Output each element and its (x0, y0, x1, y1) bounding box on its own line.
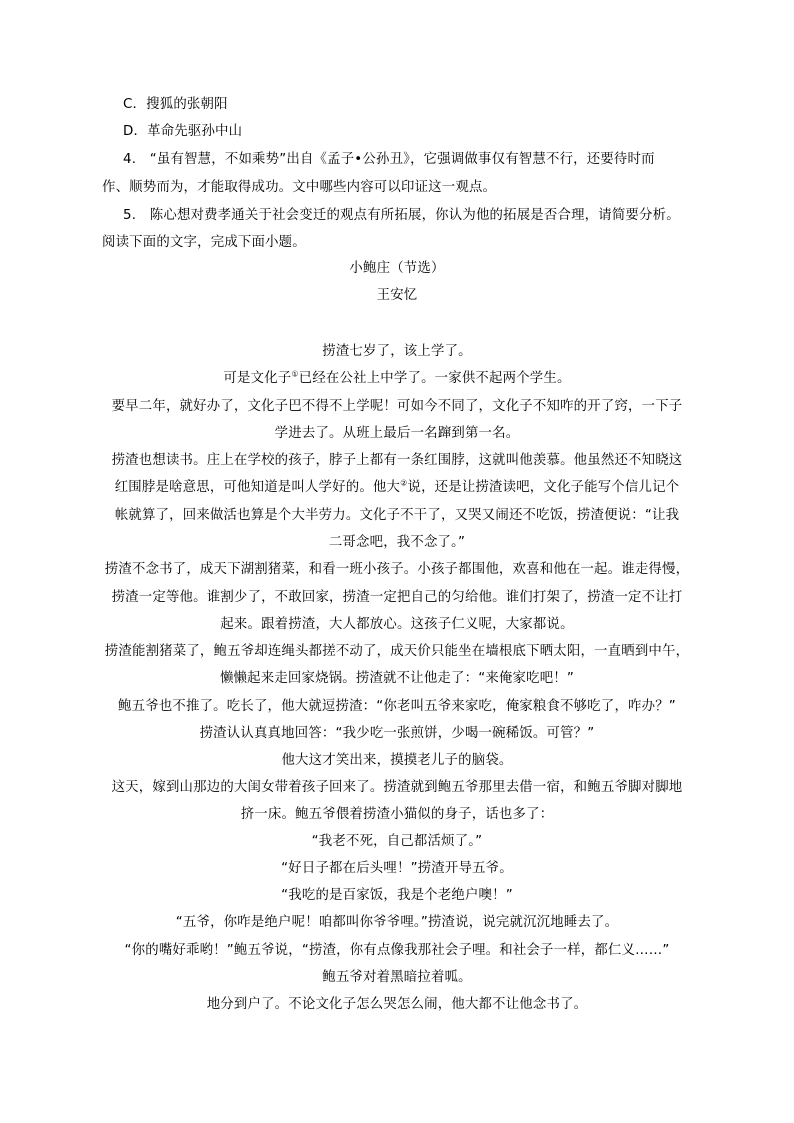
article-line: 捞渣也想读书。庄上在学校的孩子，脖子上都有一条红围脖，这就叫他羡慕。他虽然还不知晓这 (111, 453, 683, 468)
article-line: 挤一床。鲍五爷偎着捞渣小猫似的身子，话也多了： (240, 807, 554, 822)
article-line: 他大这才笑出来，摸摸老儿子的脑袋。 (281, 753, 513, 768)
article-line: “五爷，你咋是绝户呢！咱都叫你爷爷哩。”捞渣说，说完就沉沉地睡去了。 (175, 915, 619, 930)
article-author: 王安忆 (376, 288, 418, 303)
article-line: “好日子都在后头哩！”捞渣开导五爷。 (281, 861, 513, 876)
article-line: 鲍五爷也不推了。吃长了，他大就逗捞渣：“你老叫五爷来家吃，俺家粮食不够吃了，咋办？” (118, 699, 676, 714)
footnote-marker: ② (400, 478, 408, 488)
article-line: 捞渣七岁了，该上学了。 (322, 344, 472, 359)
question-5: 5. 陈心想对费孝通关于社会变迁的观点有所拓展，你认为他的拓展是否合理，请简要分析。 (123, 208, 680, 223)
reading-instruction: 阅读下面的文字，完成下面小题。 (102, 235, 306, 250)
article-line: “你的嘴好乖哟！”鲍五爷说，“捞渣，你有点像我那社会子哩。和社会子一样，都仁义……” (124, 943, 670, 958)
article-line: 可是文化子①已经在公社上中学了。一家供不起两个学生。 (223, 369, 571, 386)
article-line: 起来。跟着捞渣，大人都放心。这孩子仁义呢，大家都说。 (220, 617, 574, 632)
article-line: 捞渣一定等他。谁割少了，不敢回家，捞渣一定把自己的匀给他。谁们打架了，捞渣一定不让打 (111, 590, 683, 605)
article-line: 红围脖是啥意思，可他知道是叫人学好的。他大②说，还是让捞渣读吧，文化子能写个信儿记个 (114, 478, 680, 495)
footnote-marker: ① (291, 369, 299, 379)
option-d: D．革命先驱孙中山 (123, 124, 243, 139)
article-line: “我老不死，自己都活烦了。” (311, 834, 483, 849)
article-title: 小鲍庄（节选） (349, 261, 445, 276)
article-line: 捞渣认认真真地回答：“我少吃一张煎饼，少喝一碗稀饭。可管？” (199, 726, 595, 741)
option-c: C．搜狐的张朝阳 (123, 97, 228, 112)
article-line: 这天，嫁到山那边的大闺女带着孩子回来了。捞渣就到鲍五爷那里去借一宿，和鲍五爷脚对脚地 (111, 780, 683, 795)
article-line: 捞渣不念书了，成天下湖割猪菜，和看一班小孩子。小孩子都围他，欢喜和他在一起。谁走得慢， (104, 562, 690, 577)
article-line: “我吃的是百家饭，我是个老绝户噢！” (281, 888, 513, 903)
article-line: 捞渣能割猪菜了，鲍五爷却连绳头都搓不动了，成天价只能坐在墙根底下晒太阳，一直晒到中午， (104, 644, 690, 659)
article-line: 地分到户了。不论文化子怎么哭怎么闹，他大都不让他念书了。 (206, 997, 588, 1012)
article-line: 要早二年，就好办了，文化子巴不得不上学呢！可如今不同了，文化子不知咋的开了窍，一下子 (111, 399, 683, 414)
article-line: 懒懒起来走回家烧锅。捞渣就不让他走了：“来俺家吃吧！” (219, 671, 575, 686)
article-line: 学进去了。从班上最后一名蹿到第一名。 (274, 426, 520, 441)
article-line: 二哥念吧，我不念了。” (328, 535, 466, 550)
question-4-line-2: 作、顺势而为，才能取得成功。文中哪些内容可以印证这一观点。 (102, 180, 497, 195)
question-4-line-1: 4. “虽有智慧，不如乘势”出自《孟子•公孙丑》，它强调做事仅有智慧不行，还要待时而 (123, 152, 655, 167)
article-line: 鲍五爷对着黑暗拉着呱。 (322, 970, 472, 985)
article-line: 帐就算了，回来做活也算是个大半劳力。文化子不干了，又哭又闹还不吃饭，捞渣便说：“让我 (114, 508, 680, 523)
